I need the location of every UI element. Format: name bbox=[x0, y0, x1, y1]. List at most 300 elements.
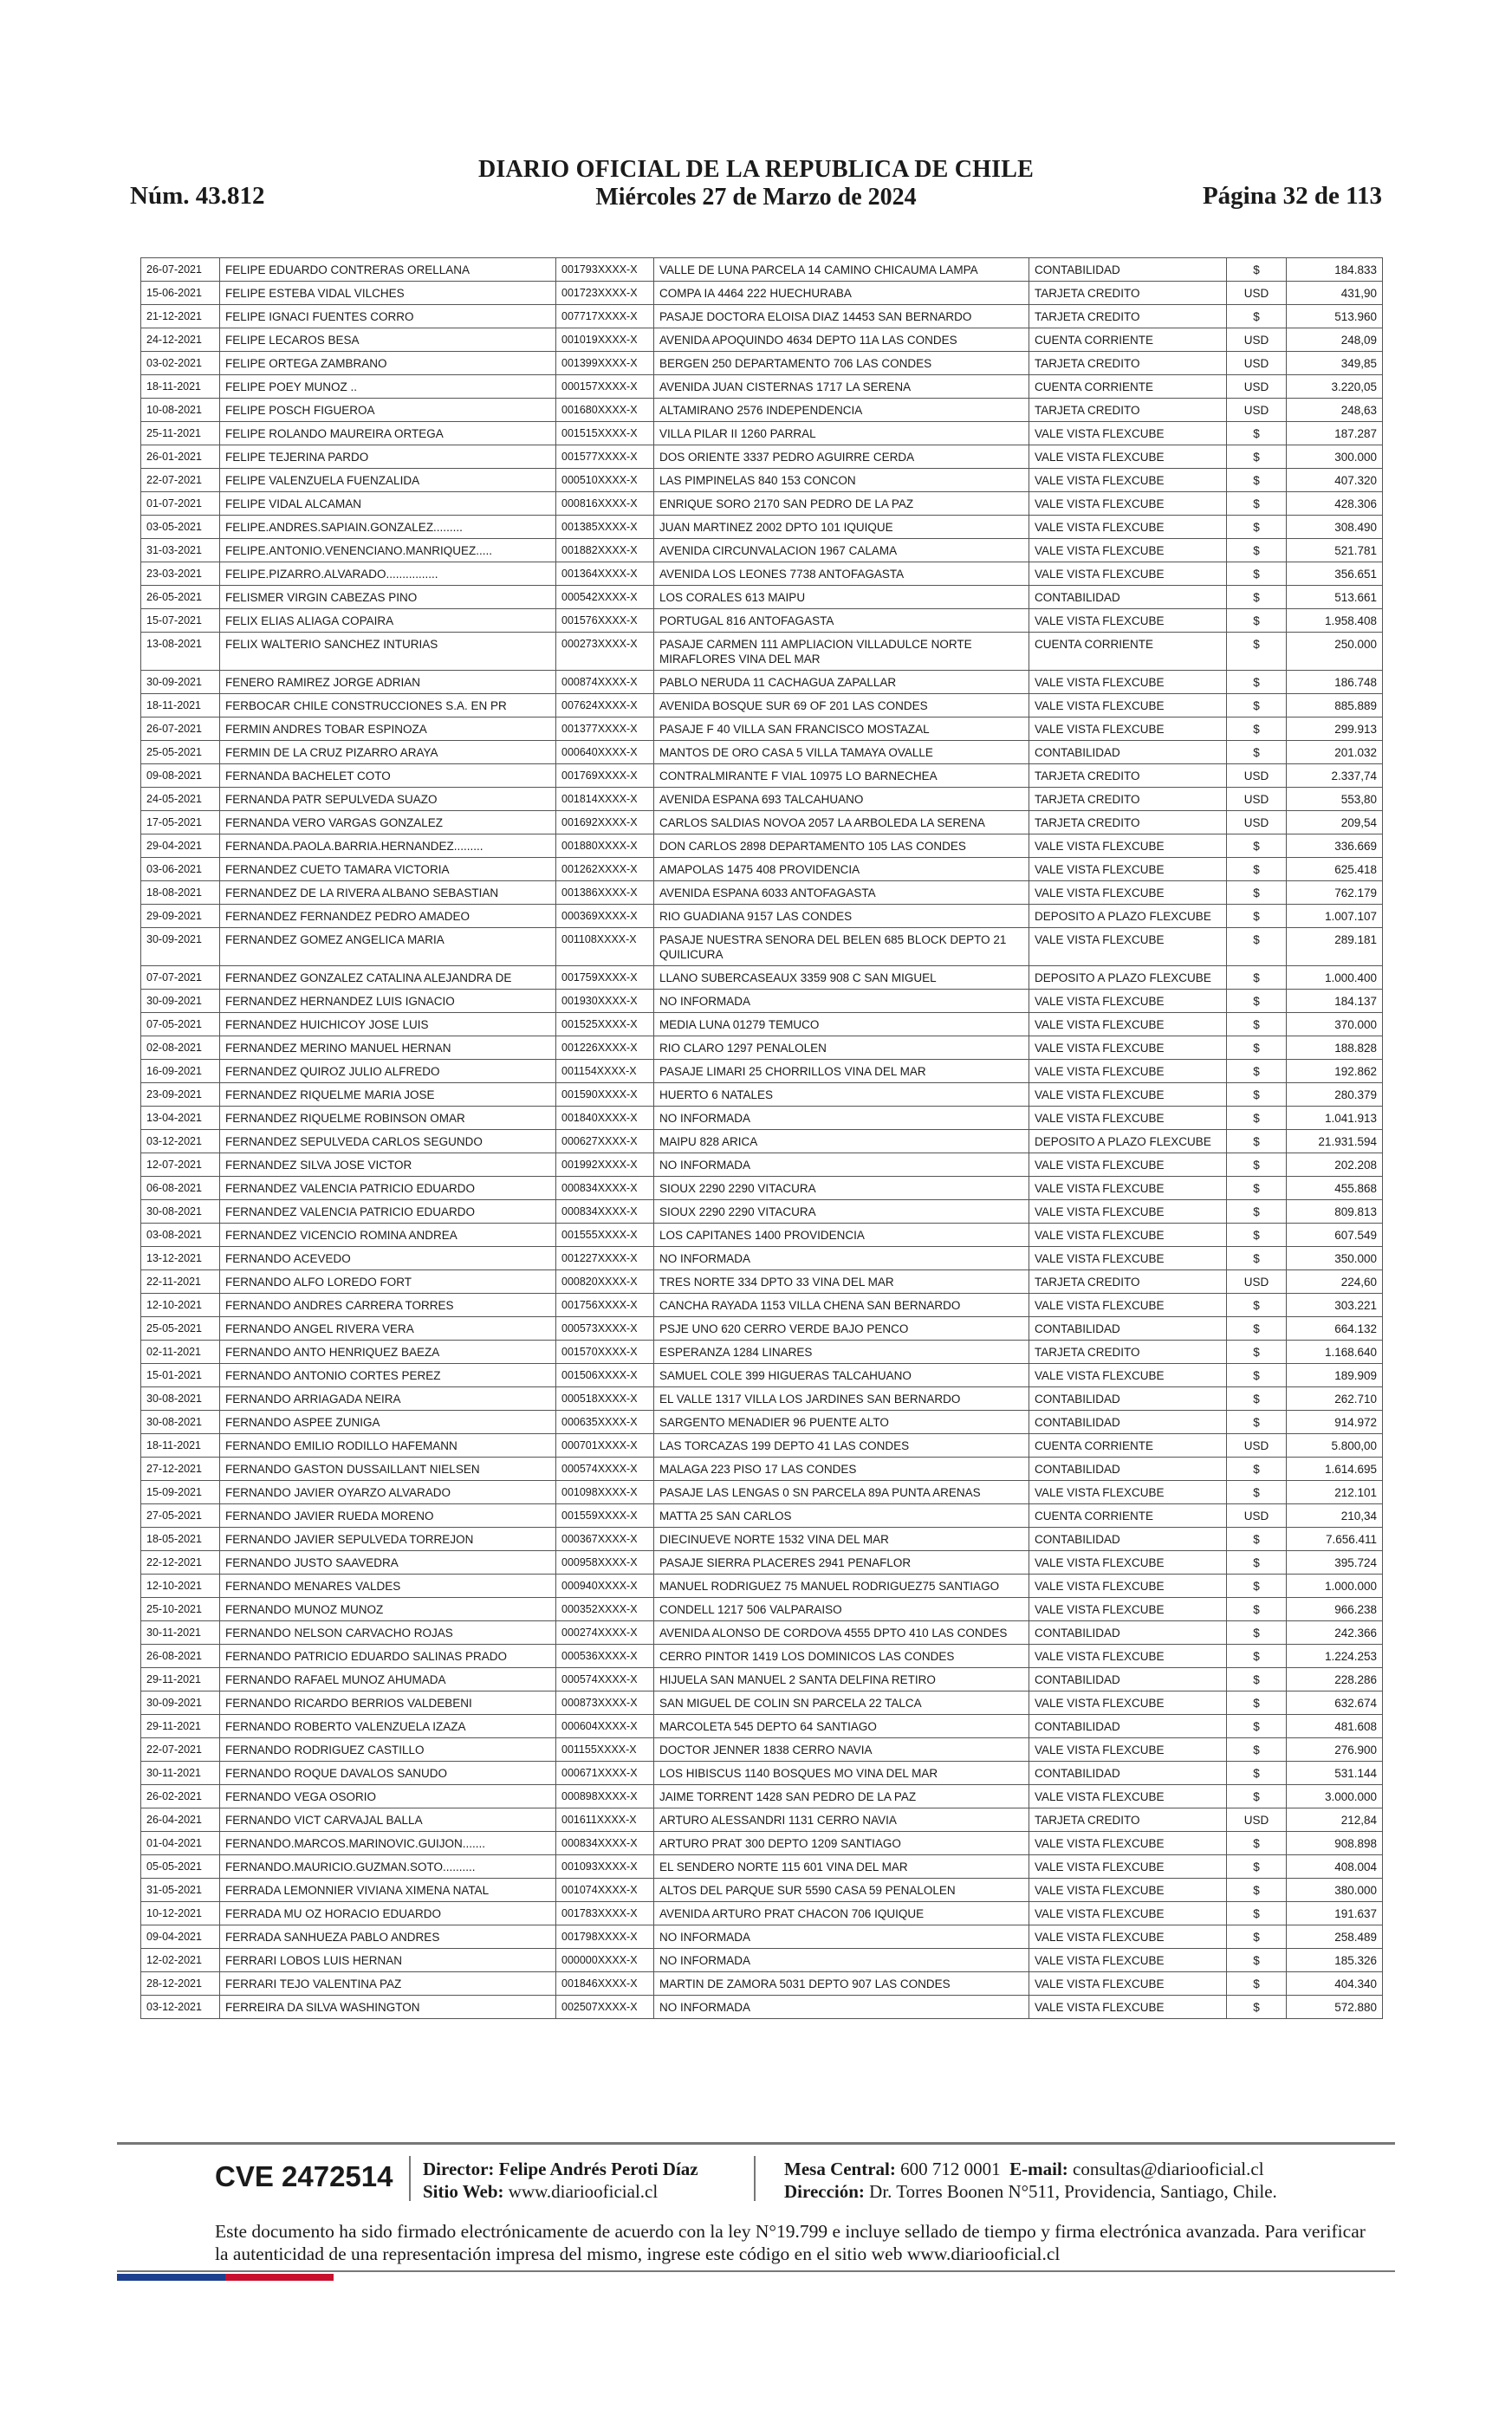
page-header bbox=[0, 0, 1512, 225]
flag-stripe bbox=[117, 2274, 334, 2281]
cell-id: 001930XXXX-X bbox=[556, 990, 654, 1013]
website-label: Sitio Web: bbox=[423, 2181, 504, 2202]
cell-product: VALE VISTA FLEXCUBE bbox=[1029, 1645, 1227, 1668]
cell-name: FELIPE ORTEGA ZAMBRANO bbox=[220, 352, 556, 375]
table-row bbox=[141, 1200, 1383, 1224]
cell-currency: $ bbox=[1227, 1551, 1287, 1575]
cell-product: VALE VISTA FLEXCUBE bbox=[1029, 1949, 1227, 1972]
mesa-label: Mesa Central: bbox=[784, 2159, 896, 2179]
footer-director-block bbox=[423, 2158, 698, 2203]
cell-currency: $ bbox=[1227, 966, 1287, 990]
cell-name: FERMIN DE LA CRUZ PIZARRO ARAYA bbox=[220, 741, 556, 764]
cell-address: BERGEN 250 DEPARTAMENTO 706 LAS CONDES bbox=[654, 352, 1029, 375]
cell-id: 000510XXXX-X bbox=[556, 469, 654, 492]
cell-address: PASAJE NUESTRA SENORA DEL BELEN 685 BLOCK DEPTO 21 QUILICURA bbox=[654, 928, 1029, 966]
cell-amount: 188.828 bbox=[1287, 1036, 1383, 1060]
cell-id: 000834XXXX-X bbox=[556, 1177, 654, 1200]
footer-separator bbox=[409, 2156, 411, 2201]
cell-name: FERNANDEZ VICENCIO ROMINA ANDREA bbox=[220, 1224, 556, 1247]
cell-product: VALE VISTA FLEXCUBE bbox=[1029, 1247, 1227, 1270]
table-row bbox=[141, 834, 1383, 858]
cell-product: TARJETA CREDITO bbox=[1029, 1341, 1227, 1364]
cell-amount: 224,60 bbox=[1287, 1270, 1383, 1294]
cell-product: VALE VISTA FLEXCUBE bbox=[1029, 1902, 1227, 1925]
footer-divider-bottom bbox=[117, 2270, 1395, 2272]
cell-currency: USD bbox=[1227, 328, 1287, 352]
cell-name: FERNANDO ROBERTO VALENZUELA IZAZA bbox=[220, 1715, 556, 1738]
table-row bbox=[141, 1036, 1383, 1060]
cell-name: FELIPE EDUARDO CONTRERAS ORELLANA bbox=[220, 258, 556, 282]
cell-product: VALE VISTA FLEXCUBE bbox=[1029, 1575, 1227, 1598]
cell-id: 001074XXXX-X bbox=[556, 1879, 654, 1902]
cell-name: FERNANDEZ FERNANDEZ PEDRO AMADEO bbox=[220, 905, 556, 928]
cell-date: 26-04-2021 bbox=[141, 1808, 220, 1832]
cell-address: PASAJE CARMEN 111 AMPLIACION VILLADULCE NORTE MIRAFLORES VINA DEL MAR bbox=[654, 633, 1029, 671]
cell-currency: $ bbox=[1227, 422, 1287, 445]
cell-date: 09-04-2021 bbox=[141, 1925, 220, 1949]
cell-id: 000940XXXX-X bbox=[556, 1575, 654, 1598]
table-row bbox=[141, 1808, 1383, 1832]
cell-product: CONTABILIDAD bbox=[1029, 1715, 1227, 1738]
publication-date: Miércoles 27 de Marzo de 2024 bbox=[595, 184, 917, 211]
table-row bbox=[141, 1996, 1383, 2019]
cell-amount: 336.669 bbox=[1287, 834, 1383, 858]
cell-amount: 7.656.411 bbox=[1287, 1528, 1383, 1551]
table-row bbox=[141, 811, 1383, 834]
cell-amount: 404.340 bbox=[1287, 1972, 1383, 1996]
table-row bbox=[141, 1013, 1383, 1036]
cell-amount: 1.007.107 bbox=[1287, 905, 1383, 928]
cell-amount: 248,63 bbox=[1287, 399, 1383, 422]
publication-title: DIARIO OFICIAL DE LA REPUBLICA DE CHILE bbox=[477, 156, 1035, 183]
cell-amount: 370.000 bbox=[1287, 1013, 1383, 1036]
cell-amount: 300.000 bbox=[1287, 445, 1383, 469]
cell-name: FERNANDEZ VALENCIA PATRICIO EDUARDO bbox=[220, 1200, 556, 1224]
cell-amount: 184.833 bbox=[1287, 258, 1383, 282]
cell-name: FERNANDO ANTONIO CORTES PEREZ bbox=[220, 1364, 556, 1387]
cell-product: VALE VISTA FLEXCUBE bbox=[1029, 1364, 1227, 1387]
cell-product: CUENTA CORRIENTE bbox=[1029, 633, 1227, 671]
cell-date: 30-08-2021 bbox=[141, 1387, 220, 1411]
cve-code: CVE 2472514 bbox=[215, 2160, 393, 2192]
cell-id: 001756XXXX-X bbox=[556, 1294, 654, 1317]
cell-name: FERNANDO MUNOZ MUNOZ bbox=[220, 1598, 556, 1621]
cell-currency: $ bbox=[1227, 1832, 1287, 1855]
cell-date: 31-03-2021 bbox=[141, 539, 220, 562]
cell-amount: 299.913 bbox=[1287, 718, 1383, 741]
cell-date: 26-02-2021 bbox=[141, 1785, 220, 1808]
cell-date: 15-06-2021 bbox=[141, 282, 220, 305]
cell-amount: 192.862 bbox=[1287, 1060, 1383, 1083]
cell-id: 007624XXXX-X bbox=[556, 694, 654, 718]
cell-currency: $ bbox=[1227, 1060, 1287, 1083]
footer-contact-block bbox=[784, 2158, 1277, 2203]
cell-product: TARJETA CREDITO bbox=[1029, 788, 1227, 811]
cell-amount: 428.306 bbox=[1287, 492, 1383, 516]
cell-product: VALE VISTA FLEXCUBE bbox=[1029, 881, 1227, 905]
cell-currency: $ bbox=[1227, 562, 1287, 586]
table-row bbox=[141, 1598, 1383, 1621]
cell-address: MANTOS DE ORO CASA 5 VILLA TAMAYA OVALLE bbox=[654, 741, 1029, 764]
cell-name: FERNANDEZ SILVA JOSE VICTOR bbox=[220, 1153, 556, 1177]
cell-currency: $ bbox=[1227, 858, 1287, 881]
cell-name: FERNANDEZ GOMEZ ANGELICA MARIA bbox=[220, 928, 556, 966]
cell-date: 26-08-2021 bbox=[141, 1645, 220, 1668]
cell-currency: $ bbox=[1227, 1692, 1287, 1715]
cell-address: NO INFORMADA bbox=[654, 990, 1029, 1013]
cell-address: ARTURO PRAT 300 DEPTO 1209 SANTIAGO bbox=[654, 1832, 1029, 1855]
cell-product: TARJETA CREDITO bbox=[1029, 811, 1227, 834]
cell-name: FELIX ELIAS ALIAGA COPAIRA bbox=[220, 609, 556, 633]
cell-date: 26-01-2021 bbox=[141, 445, 220, 469]
cell-address: ARTURO ALESSANDRI 1131 CERRO NAVIA bbox=[654, 1808, 1029, 1832]
issue-number: Núm. 43.812 bbox=[130, 182, 265, 210]
table-row bbox=[141, 1317, 1383, 1341]
cell-id: 001680XXXX-X bbox=[556, 399, 654, 422]
cell-amount: 303.221 bbox=[1287, 1294, 1383, 1317]
cell-date: 30-08-2021 bbox=[141, 1200, 220, 1224]
cell-amount: 212,84 bbox=[1287, 1808, 1383, 1832]
cell-name: FERNANDO RICARDO BERRIOS VALDEBENI bbox=[220, 1692, 556, 1715]
table-row bbox=[141, 352, 1383, 375]
cell-id: 000701XXXX-X bbox=[556, 1434, 654, 1458]
cell-address: SIOUX 2290 2290 VITACURA bbox=[654, 1177, 1029, 1200]
cell-address: LOS CAPITANES 1400 PROVIDENCIA bbox=[654, 1224, 1029, 1247]
flag-red-segment bbox=[225, 2274, 334, 2281]
cell-address: RIO GUADIANA 9157 LAS CONDES bbox=[654, 905, 1029, 928]
cell-name: FERNANDA BACHELET COTO bbox=[220, 764, 556, 788]
cell-currency: $ bbox=[1227, 1645, 1287, 1668]
cell-name: FELIPE LECAROS BESA bbox=[220, 328, 556, 352]
cell-currency: $ bbox=[1227, 1972, 1287, 1996]
cell-id: 000274XXXX-X bbox=[556, 1621, 654, 1645]
cell-address: LAS TORCAZAS 199 DEPTO 41 LAS CONDES bbox=[654, 1434, 1029, 1458]
cell-id: 001559XXXX-X bbox=[556, 1504, 654, 1528]
cell-name: FERNANDEZ HERNANDEZ LUIS IGNACIO bbox=[220, 990, 556, 1013]
cell-currency: $ bbox=[1227, 1083, 1287, 1107]
cell-id: 001108XXXX-X bbox=[556, 928, 654, 966]
cell-address: NO INFORMADA bbox=[654, 1247, 1029, 1270]
cell-address: AVENIDA ALONSO DE CORDOVA 4555 DPTO 410 LAS CONDES bbox=[654, 1621, 1029, 1645]
cell-date: 22-07-2021 bbox=[141, 1738, 220, 1762]
cell-address: HUERTO 6 NATALES bbox=[654, 1083, 1029, 1107]
cell-currency: $ bbox=[1227, 1013, 1287, 1036]
cell-date: 03-12-2021 bbox=[141, 1996, 220, 2019]
cell-address: AVENIDA APOQUINDO 4634 DEPTO 11A LAS CONDES bbox=[654, 328, 1029, 352]
table-row bbox=[141, 1668, 1383, 1692]
cell-currency: USD bbox=[1227, 282, 1287, 305]
cell-id: 001882XXXX-X bbox=[556, 539, 654, 562]
table-row bbox=[141, 328, 1383, 352]
cell-address: NO INFORMADA bbox=[654, 1153, 1029, 1177]
cell-address: EL SENDERO NORTE 115 601 VINA DEL MAR bbox=[654, 1855, 1029, 1879]
cell-address: PASAJE LIMARI 25 CHORRILLOS VINA DEL MAR bbox=[654, 1060, 1029, 1083]
cell-product: VALE VISTA FLEXCUBE bbox=[1029, 858, 1227, 881]
table-row bbox=[141, 1294, 1383, 1317]
cell-address: AVENIDA JUAN CISTERNAS 1717 LA SERENA bbox=[654, 375, 1029, 399]
cell-address: EL VALLE 1317 VILLA LOS JARDINES SAN BERNARDO bbox=[654, 1387, 1029, 1411]
cell-address: LOS HIBISCUS 1140 BOSQUES MO VINA DEL MAR bbox=[654, 1762, 1029, 1785]
cell-name: FELIPE POSCH FIGUEROA bbox=[220, 399, 556, 422]
cell-product: VALE VISTA FLEXCUBE bbox=[1029, 1481, 1227, 1504]
table-row bbox=[141, 671, 1383, 694]
cell-amount: 250.000 bbox=[1287, 633, 1383, 671]
cell-name: FERNANDO VICT CARVAJAL BALLA bbox=[220, 1808, 556, 1832]
cell-currency: $ bbox=[1227, 1411, 1287, 1434]
cell-name: FELIPE TEJERINA PARDO bbox=[220, 445, 556, 469]
email-link[interactable]: consultas@diariooficial.cl bbox=[1073, 2159, 1264, 2179]
cell-amount: 395.724 bbox=[1287, 1551, 1383, 1575]
cell-name: FERNANDO RAFAEL MUNOZ AHUMADA bbox=[220, 1668, 556, 1692]
cell-date: 30-09-2021 bbox=[141, 990, 220, 1013]
cell-name: FELIPE.PIZARRO.ALVARADO................ bbox=[220, 562, 556, 586]
table-row bbox=[141, 539, 1383, 562]
cell-name: FERNANDEZ HUICHICOY JOSE LUIS bbox=[220, 1013, 556, 1036]
cell-currency: $ bbox=[1227, 1153, 1287, 1177]
cell-product: VALE VISTA FLEXCUBE bbox=[1029, 1083, 1227, 1107]
table-row bbox=[141, 1925, 1383, 1949]
cell-id: 001525XXXX-X bbox=[556, 1013, 654, 1036]
cell-id: 000157XXXX-X bbox=[556, 375, 654, 399]
website-link[interactable]: www.diariooficial.cl bbox=[508, 2181, 659, 2202]
address-text: Dr. Torres Boonen N°511, Providencia, Santiago, Chile. bbox=[869, 2181, 1277, 2202]
cell-name: FERNANDO JAVIER RUEDA MORENO bbox=[220, 1504, 556, 1528]
cell-amount: 356.651 bbox=[1287, 562, 1383, 586]
table-row bbox=[141, 1504, 1383, 1528]
cell-address: NO INFORMADA bbox=[654, 1107, 1029, 1130]
table-row bbox=[141, 422, 1383, 445]
cell-currency: USD bbox=[1227, 352, 1287, 375]
cell-date: 29-09-2021 bbox=[141, 905, 220, 928]
table-row bbox=[141, 1060, 1383, 1083]
cell-date: 03-02-2021 bbox=[141, 352, 220, 375]
cell-currency: USD bbox=[1227, 1504, 1287, 1528]
cell-name: FERNANDO ANTO HENRIQUEZ BAEZA bbox=[220, 1341, 556, 1364]
cell-currency: $ bbox=[1227, 1996, 1287, 2019]
cell-product: VALE VISTA FLEXCUBE bbox=[1029, 562, 1227, 586]
cell-date: 12-02-2021 bbox=[141, 1949, 220, 1972]
cell-product: VALE VISTA FLEXCUBE bbox=[1029, 1996, 1227, 2019]
cell-name: FERNANDO ROQUE DAVALOS SANUDO bbox=[220, 1762, 556, 1785]
cell-amount: 280.379 bbox=[1287, 1083, 1383, 1107]
table-row bbox=[141, 469, 1383, 492]
cell-name: FENERO RAMIREZ JORGE ADRIAN bbox=[220, 671, 556, 694]
cell-name: FELIPE VALENZUELA FUENZALIDA bbox=[220, 469, 556, 492]
cell-id: 000000XXXX-X bbox=[556, 1949, 654, 1972]
cell-amount: 407.320 bbox=[1287, 469, 1383, 492]
cell-address: PASAJE DOCTORA ELOISA DIAZ 14453 SAN BERNARDO bbox=[654, 305, 1029, 328]
cell-date: 13-12-2021 bbox=[141, 1247, 220, 1270]
cell-currency: USD bbox=[1227, 811, 1287, 834]
cell-currency: $ bbox=[1227, 1481, 1287, 1504]
cell-address: AVENIDA LOS LEONES 7738 ANTOFAGASTA bbox=[654, 562, 1029, 586]
table-row bbox=[141, 741, 1383, 764]
cell-id: 001155XXXX-X bbox=[556, 1738, 654, 1762]
cell-date: 17-05-2021 bbox=[141, 811, 220, 834]
table-row bbox=[141, 1247, 1383, 1270]
table-row bbox=[141, 609, 1383, 633]
cell-name: FELIPE ROLANDO MAUREIRA ORTEGA bbox=[220, 422, 556, 445]
table-row bbox=[141, 258, 1383, 282]
cell-date: 05-05-2021 bbox=[141, 1855, 220, 1879]
cell-id: 000369XXXX-X bbox=[556, 905, 654, 928]
cell-name: FELIPE IGNACI FUENTES CORRO bbox=[220, 305, 556, 328]
flag-blue-segment bbox=[117, 2274, 225, 2281]
cell-id: 000820XXXX-X bbox=[556, 1270, 654, 1294]
cell-currency: $ bbox=[1227, 1575, 1287, 1598]
cell-date: 29-11-2021 bbox=[141, 1668, 220, 1692]
cell-date: 30-11-2021 bbox=[141, 1762, 220, 1785]
cell-name: FERBOCAR CHILE CONSTRUCCIONES S.A. EN PR bbox=[220, 694, 556, 718]
table-row bbox=[141, 966, 1383, 990]
table-row bbox=[141, 858, 1383, 881]
cell-amount: 5.800,00 bbox=[1287, 1434, 1383, 1458]
cell-address: MARCOLETA 545 DEPTO 64 SANTIAGO bbox=[654, 1715, 1029, 1738]
cell-product: DEPOSITO A PLAZO FLEXCUBE bbox=[1029, 905, 1227, 928]
cell-amount: 349,85 bbox=[1287, 352, 1383, 375]
cell-date: 24-05-2021 bbox=[141, 788, 220, 811]
cell-currency: USD bbox=[1227, 1434, 1287, 1458]
table-row bbox=[141, 1224, 1383, 1247]
cell-name: FELIPE.ANDRES.SAPIAIN.GONZALEZ......... bbox=[220, 516, 556, 539]
cell-product: VALE VISTA FLEXCUBE bbox=[1029, 671, 1227, 694]
cell-date: 09-08-2021 bbox=[141, 764, 220, 788]
table-row bbox=[141, 1177, 1383, 1200]
cell-amount: 1.224.253 bbox=[1287, 1645, 1383, 1668]
cell-date: 18-11-2021 bbox=[141, 375, 220, 399]
cell-id: 001098XXXX-X bbox=[556, 1481, 654, 1504]
table-row bbox=[141, 1879, 1383, 1902]
cell-date: 28-12-2021 bbox=[141, 1972, 220, 1996]
cell-amount: 513.661 bbox=[1287, 586, 1383, 609]
cell-id: 001506XXXX-X bbox=[556, 1364, 654, 1387]
cell-address: LAS PIMPINELAS 840 153 CONCON bbox=[654, 469, 1029, 492]
cell-id: 000574XXXX-X bbox=[556, 1458, 654, 1481]
cell-amount: 664.132 bbox=[1287, 1317, 1383, 1341]
cell-amount: 513.960 bbox=[1287, 305, 1383, 328]
cell-currency: USD bbox=[1227, 399, 1287, 422]
cell-currency: $ bbox=[1227, 609, 1287, 633]
cell-id: 000958XXXX-X bbox=[556, 1551, 654, 1575]
cell-amount: 521.781 bbox=[1287, 539, 1383, 562]
cell-name: FERNANDEZ DE LA RIVERA ALBANO SEBASTIAN bbox=[220, 881, 556, 905]
cell-product: VALE VISTA FLEXCUBE bbox=[1029, 1972, 1227, 1996]
cell-currency: USD bbox=[1227, 764, 1287, 788]
cell-date: 07-05-2021 bbox=[141, 1013, 220, 1036]
cell-address: NO INFORMADA bbox=[654, 1925, 1029, 1949]
table-row bbox=[141, 1902, 1383, 1925]
cell-currency: USD bbox=[1227, 375, 1287, 399]
cell-amount: 1.000.000 bbox=[1287, 1575, 1383, 1598]
cell-amount: 531.144 bbox=[1287, 1762, 1383, 1785]
cell-id: 001577XXXX-X bbox=[556, 445, 654, 469]
cell-address: PSJE UNO 620 CERRO VERDE BAJO PENCO bbox=[654, 1317, 1029, 1341]
table-row bbox=[141, 282, 1383, 305]
cell-id: 000273XXXX-X bbox=[556, 633, 654, 671]
cell-address: AMAPOLAS 1475 408 PROVIDENCIA bbox=[654, 858, 1029, 881]
cell-id: 000874XXXX-X bbox=[556, 671, 654, 694]
cell-currency: $ bbox=[1227, 1902, 1287, 1925]
cell-id: 000873XXXX-X bbox=[556, 1692, 654, 1715]
cell-address: SIOUX 2290 2290 VITACURA bbox=[654, 1200, 1029, 1224]
cell-date: 26-07-2021 bbox=[141, 718, 220, 741]
cell-amount: 966.238 bbox=[1287, 1598, 1383, 1621]
cell-product: TARJETA CREDITO bbox=[1029, 1808, 1227, 1832]
director-name: Felipe Andrés Peroti Díaz bbox=[498, 2159, 698, 2179]
cell-date: 15-07-2021 bbox=[141, 609, 220, 633]
table-row bbox=[141, 1107, 1383, 1130]
cell-product: TARJETA CREDITO bbox=[1029, 305, 1227, 328]
cell-name: FERNANDO PATRICIO EDUARDO SALINAS PRADO bbox=[220, 1645, 556, 1668]
cell-id: 001992XXXX-X bbox=[556, 1153, 654, 1177]
cell-name: FERNANDO EMILIO RODILLO HAFEMANN bbox=[220, 1434, 556, 1458]
cell-amount: 212.101 bbox=[1287, 1481, 1383, 1504]
cell-name: FERNANDO ACEVEDO bbox=[220, 1247, 556, 1270]
cell-address: RIO CLARO 1297 PENALOLEN bbox=[654, 1036, 1029, 1060]
cell-id: 000834XXXX-X bbox=[556, 1200, 654, 1224]
cell-address: AVENIDA ESPANA 6033 ANTOFAGASTA bbox=[654, 881, 1029, 905]
cell-name: FERNANDEZ QUIROZ JULIO ALFREDO bbox=[220, 1060, 556, 1083]
cell-date: 30-09-2021 bbox=[141, 928, 220, 966]
cell-product: TARJETA CREDITO bbox=[1029, 352, 1227, 375]
table-row bbox=[141, 1692, 1383, 1715]
table-row bbox=[141, 1621, 1383, 1645]
director-label: Director: bbox=[423, 2159, 495, 2179]
cell-name: FERNANDEZ VALENCIA PATRICIO EDUARDO bbox=[220, 1177, 556, 1200]
cell-product: VALE VISTA FLEXCUBE bbox=[1029, 469, 1227, 492]
cell-id: 001769XXXX-X bbox=[556, 764, 654, 788]
cell-id: 000816XXXX-X bbox=[556, 492, 654, 516]
table-row bbox=[141, 1762, 1383, 1785]
cell-product: DEPOSITO A PLAZO FLEXCUBE bbox=[1029, 966, 1227, 990]
cell-address: SAN MIGUEL DE COLIN SN PARCELA 22 TALCA bbox=[654, 1692, 1029, 1715]
cell-amount: 3.220,05 bbox=[1287, 375, 1383, 399]
cell-address: VILLA PILAR II 1260 PARRAL bbox=[654, 422, 1029, 445]
table-row bbox=[141, 764, 1383, 788]
cell-id: 000640XXXX-X bbox=[556, 741, 654, 764]
cell-amount: 184.137 bbox=[1287, 990, 1383, 1013]
cell-currency: $ bbox=[1227, 1341, 1287, 1364]
cell-name: FERNANDO RODRIGUEZ CASTILLO bbox=[220, 1738, 556, 1762]
cell-date: 25-11-2021 bbox=[141, 422, 220, 445]
cell-address: ENRIQUE SORO 2170 SAN PEDRO DE LA PAZ bbox=[654, 492, 1029, 516]
cell-product: VALE VISTA FLEXCUBE bbox=[1029, 1692, 1227, 1715]
cell-currency: USD bbox=[1227, 1808, 1287, 1832]
cell-currency: $ bbox=[1227, 469, 1287, 492]
cell-id: 001723XXXX-X bbox=[556, 282, 654, 305]
cell-product: VALE VISTA FLEXCUBE bbox=[1029, 539, 1227, 562]
table-row bbox=[141, 586, 1383, 609]
cell-address: AVENIDA BOSQUE SUR 69 OF 201 LAS CONDES bbox=[654, 694, 1029, 718]
cell-id: 000536XXXX-X bbox=[556, 1645, 654, 1668]
cell-id: 000834XXXX-X bbox=[556, 1832, 654, 1855]
cell-amount: 186.748 bbox=[1287, 671, 1383, 694]
cell-currency: $ bbox=[1227, 1364, 1287, 1387]
cell-product: VALE VISTA FLEXCUBE bbox=[1029, 718, 1227, 741]
table-row bbox=[141, 1551, 1383, 1575]
table-row bbox=[141, 1528, 1383, 1551]
cell-address: CONTRALMIRANTE F VIAL 10975 LO BARNECHEA bbox=[654, 764, 1029, 788]
cell-amount: 242.366 bbox=[1287, 1621, 1383, 1645]
cell-date: 22-12-2021 bbox=[141, 1551, 220, 1575]
cell-amount: 1.614.695 bbox=[1287, 1458, 1383, 1481]
cell-name: FERNANDEZ MERINO MANUEL HERNAN bbox=[220, 1036, 556, 1060]
cell-amount: 908.898 bbox=[1287, 1832, 1383, 1855]
cell-name: FERNANDO ARRIAGADA NEIRA bbox=[220, 1387, 556, 1411]
cell-amount: 431,90 bbox=[1287, 282, 1383, 305]
cell-currency: $ bbox=[1227, 718, 1287, 741]
cell-product: VALE VISTA FLEXCUBE bbox=[1029, 1013, 1227, 1036]
